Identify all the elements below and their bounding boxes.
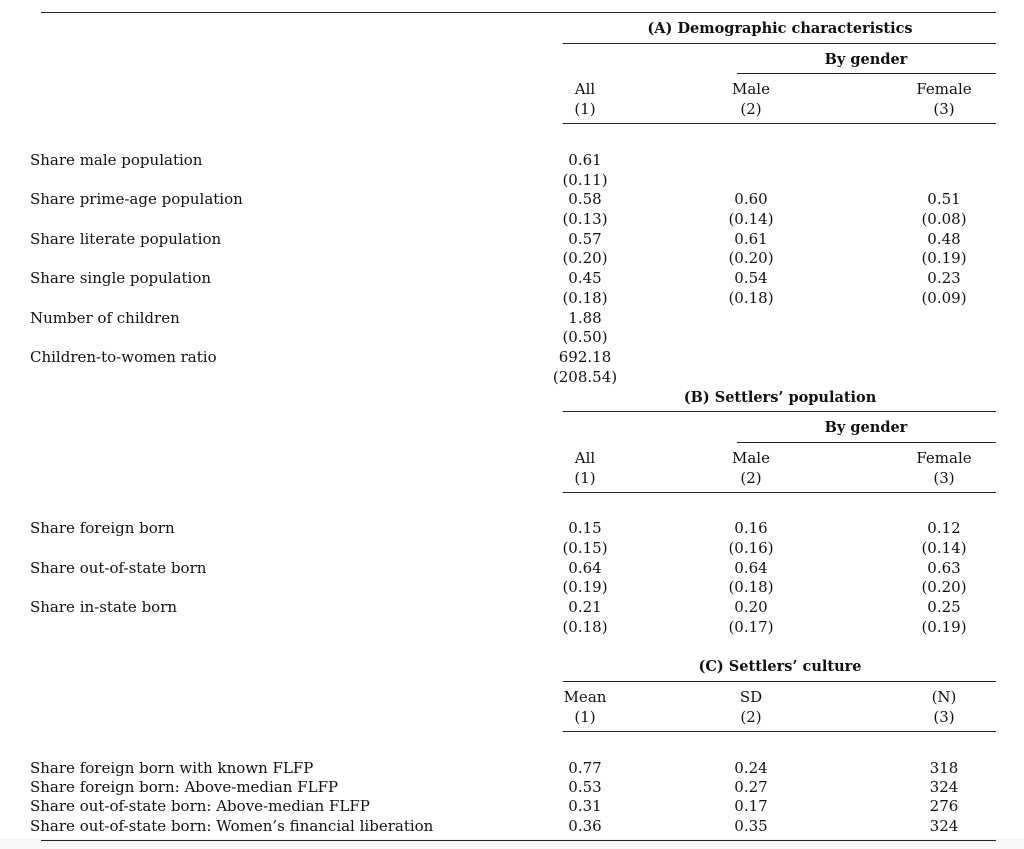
panel-a-col-num-1: (1): [574, 100, 596, 118]
table-row-label: Share foreign born: [30, 519, 175, 537]
panel-b-title-rule: [563, 411, 996, 412]
table-top-rule: [41, 12, 996, 13]
panel-b-col-all: All: [574, 449, 596, 467]
panel-c-col-sd: SD: [739, 688, 763, 706]
table-cell-value: 0.61: [568, 151, 602, 169]
table-cell-value: 0.12: [927, 519, 961, 537]
table-cell-sd: 0.17: [734, 797, 768, 815]
table-cell-mean: 0.36: [568, 817, 602, 835]
panel-c-title-rule: [563, 681, 996, 682]
table-row-label: Number of children: [30, 309, 180, 327]
table-cell-value: 0.58: [568, 190, 602, 208]
table-cell-value: 0.45: [568, 269, 602, 287]
panel-c-title: (C) Settlers’ culture: [698, 658, 862, 675]
panel-a-col-male: Male: [732, 80, 770, 98]
table-cell-se: (0.15): [562, 539, 608, 557]
panel-b-header-rule: [563, 492, 996, 493]
table-cell-se: (0.20): [562, 249, 608, 267]
table-cell-se: (0.09): [921, 289, 967, 307]
table-cell-value: 0.21: [568, 598, 602, 616]
panel-b-col-male: Male: [732, 449, 770, 467]
panel-b-col-num-1: (1): [574, 469, 596, 487]
table-cell-mean: 0.31: [568, 797, 602, 815]
panel-b-col-num-2: (2): [740, 469, 762, 487]
table-cell-se: (208.54): [552, 368, 618, 386]
panel-a-col-num-2: (2): [740, 100, 762, 118]
table-cell-value: 0.57: [568, 230, 602, 248]
table-cell-se: (0.11): [562, 171, 608, 189]
table-cell-se: (0.19): [921, 249, 967, 267]
table-cell-se: (0.20): [728, 249, 774, 267]
table-cell-n: 324: [929, 778, 959, 796]
table-cell-se: (0.18): [728, 289, 774, 307]
table-cell-se: (0.17): [728, 618, 774, 636]
table-cell-mean: 0.53: [568, 778, 602, 796]
table-bottom-rule: [41, 840, 996, 841]
table-cell-value: 0.63: [927, 559, 961, 577]
table-row-label: Share out-of-state born: Women’s financial liberation: [30, 817, 434, 835]
table-cell-value: 692.18: [558, 348, 612, 366]
table-cell-mean: 0.77: [568, 759, 602, 777]
table-cell-value: 0.20: [734, 598, 768, 616]
table-cell-sd: 0.27: [734, 778, 768, 796]
panel-b-by-gender: By gender: [824, 419, 908, 436]
panel-a-title-rule: [563, 43, 996, 44]
table-cell-se: (0.19): [562, 578, 608, 596]
table-cell-se: (0.08): [921, 210, 967, 228]
panel-c-header-rule: [563, 731, 996, 732]
table-cell-sd: 0.24: [734, 759, 768, 777]
panel-a-gender-rule: [737, 73, 996, 74]
table-cell-se: (0.14): [921, 539, 967, 557]
table-cell-se: (0.19): [921, 618, 967, 636]
table-cell-value: 0.64: [568, 559, 602, 577]
table-row-label: Share foreign born with known FLFP: [30, 759, 314, 777]
table-row-label: Share foreign born: Above-median FLFP: [30, 778, 339, 796]
table-cell-se: (0.20): [921, 578, 967, 596]
panel-c-col-n: (N): [931, 688, 957, 706]
table-cell-value: 0.61: [734, 230, 768, 248]
table-cell-value: 1.88: [568, 309, 602, 327]
table-cell-se: (0.50): [562, 328, 608, 346]
table-cell-value: 0.60: [734, 190, 768, 208]
panel-a-col-female: Female: [916, 80, 972, 98]
table-cell-value: 0.51: [927, 190, 961, 208]
table-row-label: Share prime-age population: [30, 190, 243, 208]
panel-a-header-rule: [563, 123, 996, 124]
table-cell-value: 0.48: [927, 230, 961, 248]
panel-b-col-female: Female: [916, 449, 972, 467]
table-cell-value: 0.54: [734, 269, 768, 287]
panel-c-col-mean: Mean: [563, 688, 607, 706]
table-cell-se: (0.18): [562, 618, 608, 636]
table-row-label: Share male population: [30, 151, 203, 169]
table-cell-n: 276: [929, 797, 959, 815]
table-cell-value: 0.16: [734, 519, 768, 537]
table-row-label: Children-to-women ratio: [30, 348, 217, 366]
table-row-label: Share out-of-state born: [30, 559, 207, 577]
table-cell-n: 318: [929, 759, 959, 777]
panel-b-gender-rule: [737, 442, 996, 443]
table-cell-n: 324: [929, 817, 959, 835]
table-row-label: Share single population: [30, 269, 212, 287]
table-cell-value: 0.25: [927, 598, 961, 616]
table-row-label: Share literate population: [30, 230, 222, 248]
table-cell-value: 0.15: [568, 519, 602, 537]
table-cell-se: (0.13): [562, 210, 608, 228]
panel-a-by-gender: By gender: [824, 51, 908, 68]
table-cell-sd: 0.35: [734, 817, 768, 835]
panel-a-col-num-3: (3): [933, 100, 955, 118]
panel-a-title: (A) Demographic characteristics: [647, 20, 913, 37]
panel-b-title: (B) Settlers’ population: [683, 389, 877, 406]
table-row-label: Share in-state born: [30, 598, 178, 616]
panel-c-col-num-2: (2): [740, 708, 762, 726]
table-row-label: Share out-of-state born: Above-median FLFP: [30, 797, 370, 815]
table-cell-se: (0.18): [562, 289, 608, 307]
table-cell-se: (0.16): [728, 539, 774, 557]
panel-a-col-all: All: [574, 80, 596, 98]
panel-c-col-num-1: (1): [574, 708, 596, 726]
table-cell-se: (0.18): [728, 578, 774, 596]
table-cell-se: (0.14): [728, 210, 774, 228]
table-cell-value: 0.64: [734, 559, 768, 577]
panel-c-col-num-3: (3): [933, 708, 955, 726]
table-cell-value: 0.23: [927, 269, 961, 287]
panel-b-col-num-3: (3): [933, 469, 955, 487]
